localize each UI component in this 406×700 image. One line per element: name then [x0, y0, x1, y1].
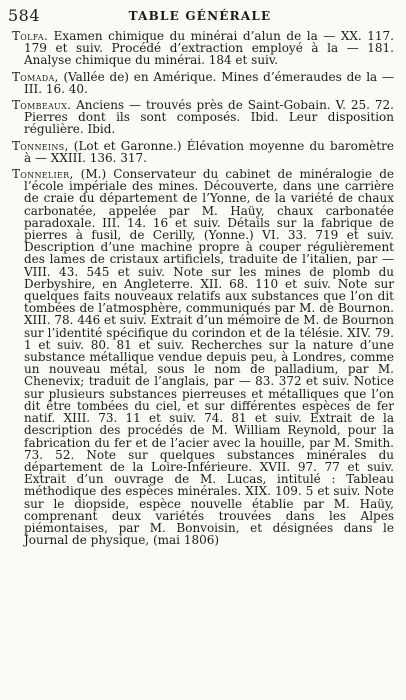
entry-text: (Vallée de) en Amérique. Mines d’émeraudes de la — III. 16. 40.: [24, 69, 394, 96]
entry-text: (Lot et Garonne.) Élévation moyenne du baromètre à — XXIII. 136. 317.: [24, 138, 394, 165]
running-head-title: TABLE GÉNÉRALE: [128, 9, 272, 23]
index-entry-tombeaux: [12, 99, 394, 136]
entry-text: Anciens — trouvés près de Saint-Gobain. V. 25. 72. Pierres dont ils sont composés. Ibid. Leur disposition régulière. Ibid.: [24, 98, 394, 137]
index-entry-tonneins: [12, 140, 394, 164]
entry-headword: Tonneins,: [12, 138, 69, 153]
entry-headword: Tombeaux.: [12, 98, 72, 113]
index-entry-tomada: [12, 71, 394, 95]
entry-text: (M.) Conservateur du cabinet de minéralogie de l’école impériale des mines. Découverte, dans une carrière de craie du département de l’Yonne, de la variété de chaux carbonatée, appelée par M. Haüy, chaux carbonatée paradoxale. III. 14. 16 et suiv. Détails sur la fabrique de pierres à fusil, de Cerilly, (Yonne.) VI. 33. 719 et suiv. Description d’une machine propre à couper régulièrement des lames de cristaux artificiels, traduite de l’italien, par — VIII. 43. 545 et suiv. Note sur les mines de plomb du Derbyshire, en Angleterre. XII. 68. 110 et suiv. Note sur quelques faits nouveaux relatifs aux substances que l’on dit tombées de l’atmosphère, communiqués par M. de Bournon. XIII. 78. 446 et suiv. Extrait d’un mémoire de M. de Bournon sur l’identité spécifique du corindon et de la télésie. XIV. 79. 1 et suiv. 80. 81 et suiv. Recherches sur la nature d’une substance métallique vendue depuis peu, à Londres, comme un nouveau métal, sous le nom de palladium, par M. Chenevix; traduit de l’anglais, par — 83. 372 et suiv. Notice sur plusieurs substances pierreuses et métalliques que l’on dit être tombées du ciel, et sur différentes espèces de fer natif. XIII. 73. 11 et suiv. 74. 81 et suiv. Extrait de la description des procédés de M. William Reynold, pour la fabrication du fer et de l’acier avec la houille, par M. Smith. 73. 52. Note sur quelques substances minérales du département de la Loire-Inférieure. XVII. 97. 77 et suiv. Extrait d’un ouvrage de M. Lucas, intitulé : Tableau méthodique des espèces minérales. XIX. 109. 5 et suiv. Note sur le diopside, espèce nouvelle établie par M. Haüy, comprenant deux variétés trouvées dans les Alpes piémontaises, par M. Bonvoisin, et désignées dans le Journal de physique, (mai 1806): [24, 167, 394, 548]
entry-headword: Tonnelier,: [12, 167, 74, 182]
page-number: 584: [8, 6, 41, 25]
index-entries: [12, 30, 394, 550]
index-entry-tonnelier: [12, 168, 394, 546]
index-entry-tolfa: [12, 30, 394, 67]
entry-text: Examen chimique du minérai d’alun de la — XX. 117. 179 et suiv. Procédé d’extraction employé à la — 181. Analyse chimique du minérai. 184 et suiv.: [24, 29, 394, 68]
page-header: [8, 6, 392, 26]
entry-headword: Tolfa.: [12, 29, 49, 43]
entry-headword: Tomada,: [12, 69, 59, 84]
